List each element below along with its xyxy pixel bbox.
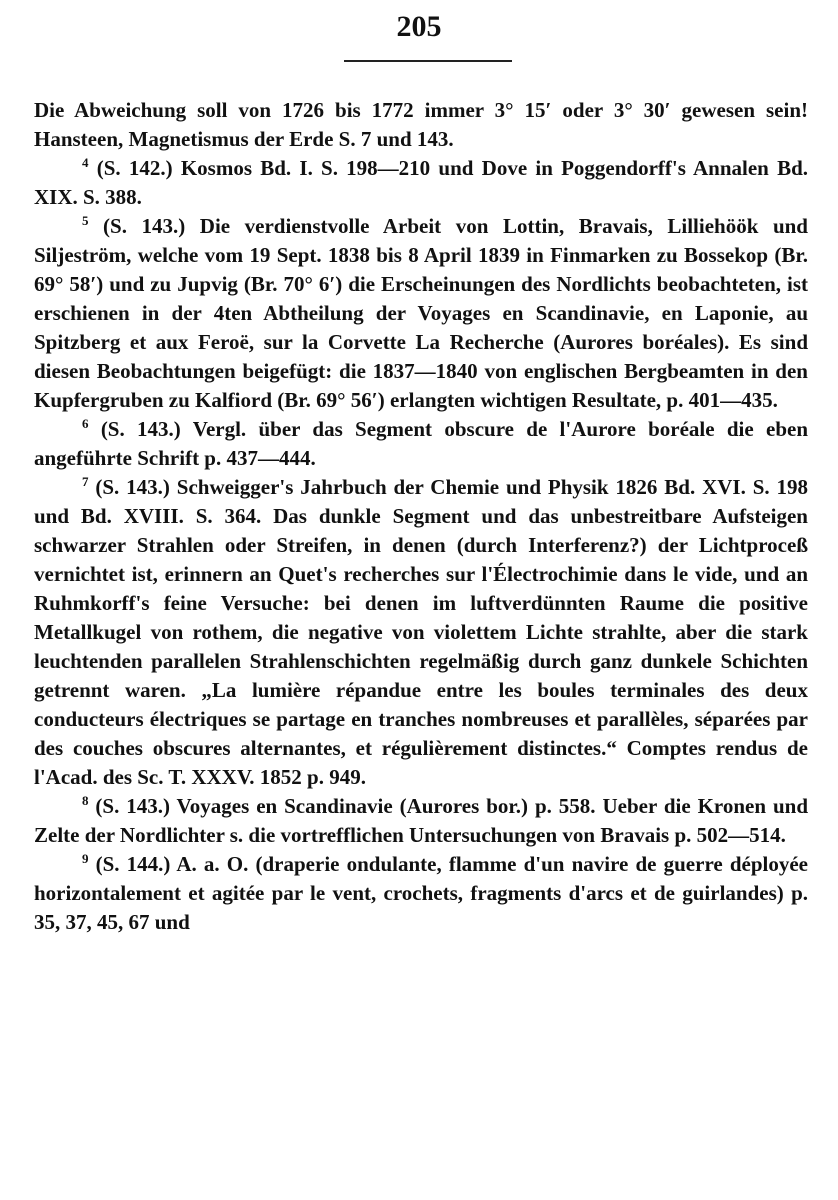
footnote-text: (S. 143.) Voyages en Scandinavie (Aurores bor.) p. 558. Ueber die Kronen und Zelte der Nordlichter s. die vortrefflichen Untersuchungen von Bravais p. 502—514. xyxy=(34,794,808,847)
footnote-text-block xyxy=(34,96,808,937)
footnote-mark: 5 xyxy=(82,213,89,228)
page-number: 205 xyxy=(396,10,442,43)
footnote-4 xyxy=(34,154,808,212)
header-rule xyxy=(344,60,512,62)
footnote-mark: 8 xyxy=(82,793,89,808)
footnote-text: (S. 143.) Vergl. über das Segment obscure de l'Aurore boréale die eben angeführte Schrift p. 437—444. xyxy=(34,417,808,470)
footnote-9 xyxy=(34,850,808,937)
footnote-continuation xyxy=(34,96,808,154)
footnote-text: (S. 143.) Schweigger's Jahrbuch der Chemie und Physik 1826 Bd. XVI. S. 198 und Bd. XVIII. S. 364. Das dunkle Segment und das unbestreitbare Aufsteigen schwarzer Strahlen oder Streifen, in denen (durch Interferenz?) der Lichtproceß vernichtet ist, erinnern an Quet's recherches sur l'Électrochimie dans le vide, und an Ruhmkorff's feine Versuche: bei denen im luftverdünnten Raume die positive Metallkugel von rothem, die negative von violettem Lichte strahlte, aber die stark leuchtenden parallelen Strahlenschichten regelmäßig durch ganz dunkele Schichten getrennt waren. „La lumière répandue entre les boules terminales des deux conducteurs électriques se partage en tranches nombreuses et parallèles, séparées par des couches obscures alternantes, et régulièrement distinctes.“ Comptes rendus de l'Acad. des Sc. T. XXXV. 1852 p. 949. xyxy=(34,475,809,789)
footnote-mark: 6 xyxy=(82,416,89,431)
footnote-5 xyxy=(34,212,808,415)
footnote-7 xyxy=(34,473,808,792)
footnote-mark: 7 xyxy=(82,474,89,489)
footnote-8 xyxy=(34,792,808,850)
footnote-6 xyxy=(34,415,808,473)
footnote-text: (S. 142.) Kosmos Bd. I. S. 198—210 und Dove in Poggendorff's Annalen Bd. XIX. S. 388. xyxy=(34,156,809,209)
footnote-mark: 9 xyxy=(82,851,89,866)
footnote-text: (S. 143.) Die verdienstvolle Arbeit von Lottin, Bravais, Lilliehöök und Siljeström, welche vom 19 Sept. 1838 bis 8 April 1839 in Finmarken zu Bossekop (Br. 69° 58′) und zu Jupvig (Br. 70° 6′) die Erscheinungen des Nordlichts beobachteten, ist erschienen in der 4ten Abtheilung der Voyages en Scandinavie, en Laponie, au Spitzberg et aux Feroë, sur la Corvette La Recherche (Aurores boréales). Es sind diesen Beobachtungen beigefügt: die 1837—1840 von englischen Bergbeamten in den Kupfergruben zu Kalfiord (Br. 69° 56′) erlangten wichtigen Resultate, p. 401—435. xyxy=(34,214,808,412)
footnote-text: (S. 144.) A. a. O. (draperie ondulante, flamme d'un navire de guerre déployée horizontalement et agitée par le vent, crochets, fragments d'arcs et de guirlandes) p. 35, 37, 45, 67 und xyxy=(34,852,808,934)
footnote-text: Die Abweichung soll von 1726 bis 1772 immer 3° 15′ oder 3° 30′ gewesen sein! Hansteen, Magnetismus der Erde S. 7 und 143. xyxy=(34,98,808,151)
footnote-mark: 4 xyxy=(82,155,89,170)
